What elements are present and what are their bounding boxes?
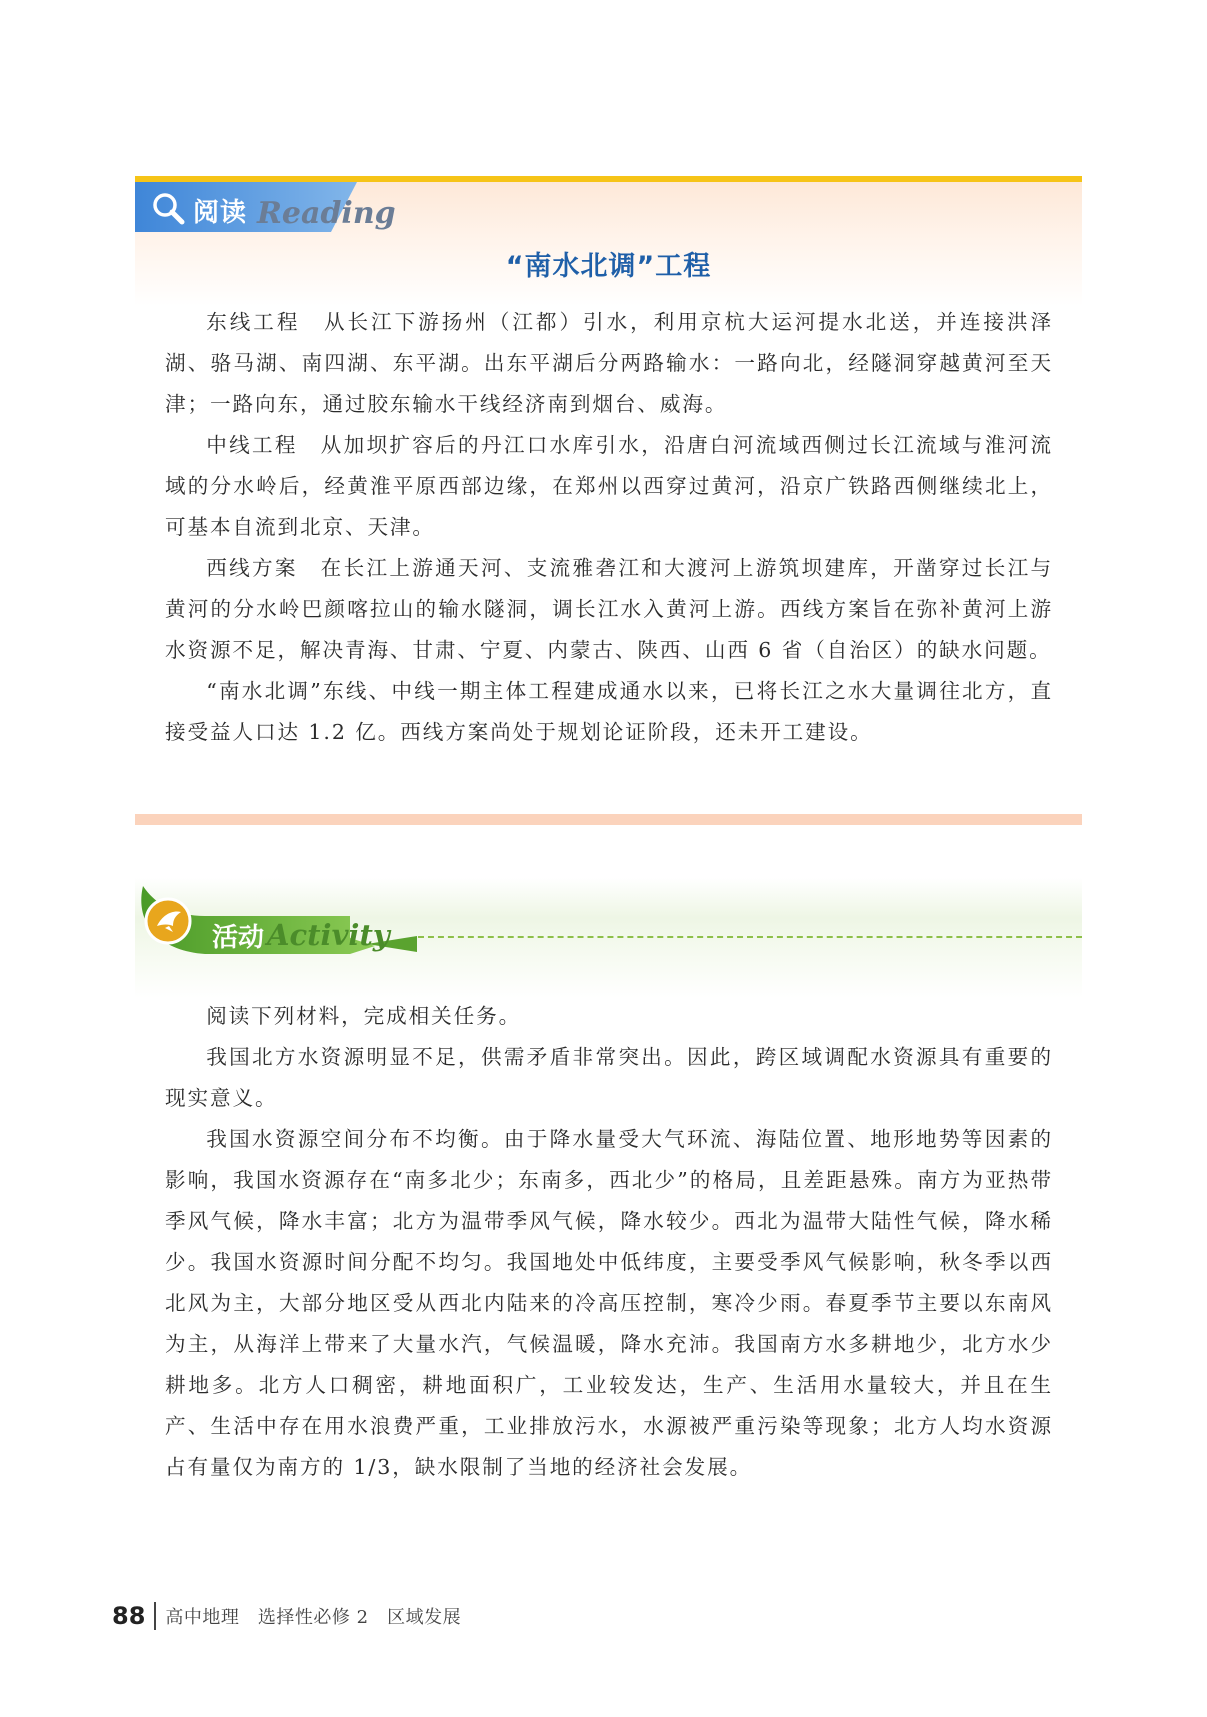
paragraph-text: 从长江下游扬州（江都）引水，利用京杭大运河提水北送，并连接洪泽湖、骆马湖、南四湖、东平湖。出东平湖后分两路输水：一路向北，经隧洞穿越黄河至天津；一路向东，通过胶东输水干线经济南到烟台、威海。: [165, 310, 1054, 416]
magnifier-icon: [151, 191, 185, 225]
page-footer: [112, 1598, 461, 1634]
activity-tab-label-en: Activity: [267, 918, 390, 952]
paragraph-term: 中线工程: [206, 433, 298, 457]
paragraph-text: 从加坝扩容后的丹江口水库引水，沿唐白河流域西侧过长江流域与淮河流域的分水岭后，经黄淮平原西部边缘，在郑州以西穿过黄河，沿京广铁路西侧继续北上，可基本自流到北京、天津。: [165, 433, 1053, 539]
activity-tab: [135, 880, 435, 960]
activity-paragraph: 我国水资源空间分布不均衡。由于降水量受大气环流、海陆位置、地形地势等因素的影响，我国水资源存在“南多北少；东南多，西北少”的格局，且差距悬殊。南方为亚热带季风气候，降水丰富；北方为温带季风气候，降水较少。西北为温带大陆性气候，降水稀少。我国水资源时间分配不均匀。我国地处中低纬度，主要受季风气候影响，秋冬季以西北风为主，大部分地区受从西北内陆来的冷高压控制，寒冷少雨。春夏季节主要以东南风为主，从海洋上带来了大量水汽，气候温暖，降水充沛。我国南方水多耕地少，北方水少耕地多。北方人口稠密，耕地面积广，工业较发达，生产、生活用水量较大，并且在生产、生活中存在用水浪费严重，工业排放污水，水源被严重污染等现象；北方人均水资源占有量仅为南方的 1/3，缺水限制了当地的经济社会发展。: [165, 1127, 1053, 1479]
reading-box: [135, 176, 1082, 825]
page-number: 88: [112, 1602, 156, 1630]
paragraph-term: 西线方案: [206, 556, 298, 580]
reading-paragraph: [165, 425, 1053, 548]
activity-paragraph: 阅读下列材料，完成相关任务。: [206, 1004, 522, 1028]
book-title: 高中地理 选择性必修 2 区域发展: [165, 1607, 462, 1628]
reading-bottom-bar: [135, 814, 1082, 825]
reading-tab-label-en: Reading: [257, 196, 396, 231]
reading-paragraph: [165, 302, 1053, 425]
reading-paragraph: [165, 671, 1053, 753]
activity-dashed-line: [418, 936, 1082, 938]
activity-paragraph: 我国北方水资源明显不足，供需矛盾非常突出。因此，跨区域调配水资源具有重要的现实意义。: [165, 1045, 1053, 1110]
reading-title: “南水北调”工程: [505, 251, 712, 282]
activity-body: [165, 996, 1053, 1488]
paragraph-term: 东线工程: [206, 310, 301, 334]
paragraph-text: “南水北调”东线、中线一期主体工程建成通水以来，已将长江之水大量调往北方，直接受益人口达 1.2 亿。西线方案尚处于规划论证阶段，还未开工建设。: [165, 679, 1053, 744]
reading-tab-label: 阅读: [193, 198, 248, 228]
paragraph-text: 在长江上游通天河、支流雅砻江和大渡河上游筑坝建库，开凿穿过长江与黄河的分水岭巴颜喀拉山的输水隧洞，调长江水入黄河上游。西线方案旨在弥补黄河上游水资源不足，解决青海、甘肃、宁夏、内蒙古、陕西、山西 6 省（自治区）的缺水问题。: [165, 556, 1053, 662]
reading-tab: [135, 182, 396, 232]
reading-body: [165, 302, 1053, 753]
dove-badge-icon: [143, 896, 193, 946]
reading-paragraph: [165, 548, 1053, 671]
activity-tab-label: 活动: [212, 923, 265, 953]
